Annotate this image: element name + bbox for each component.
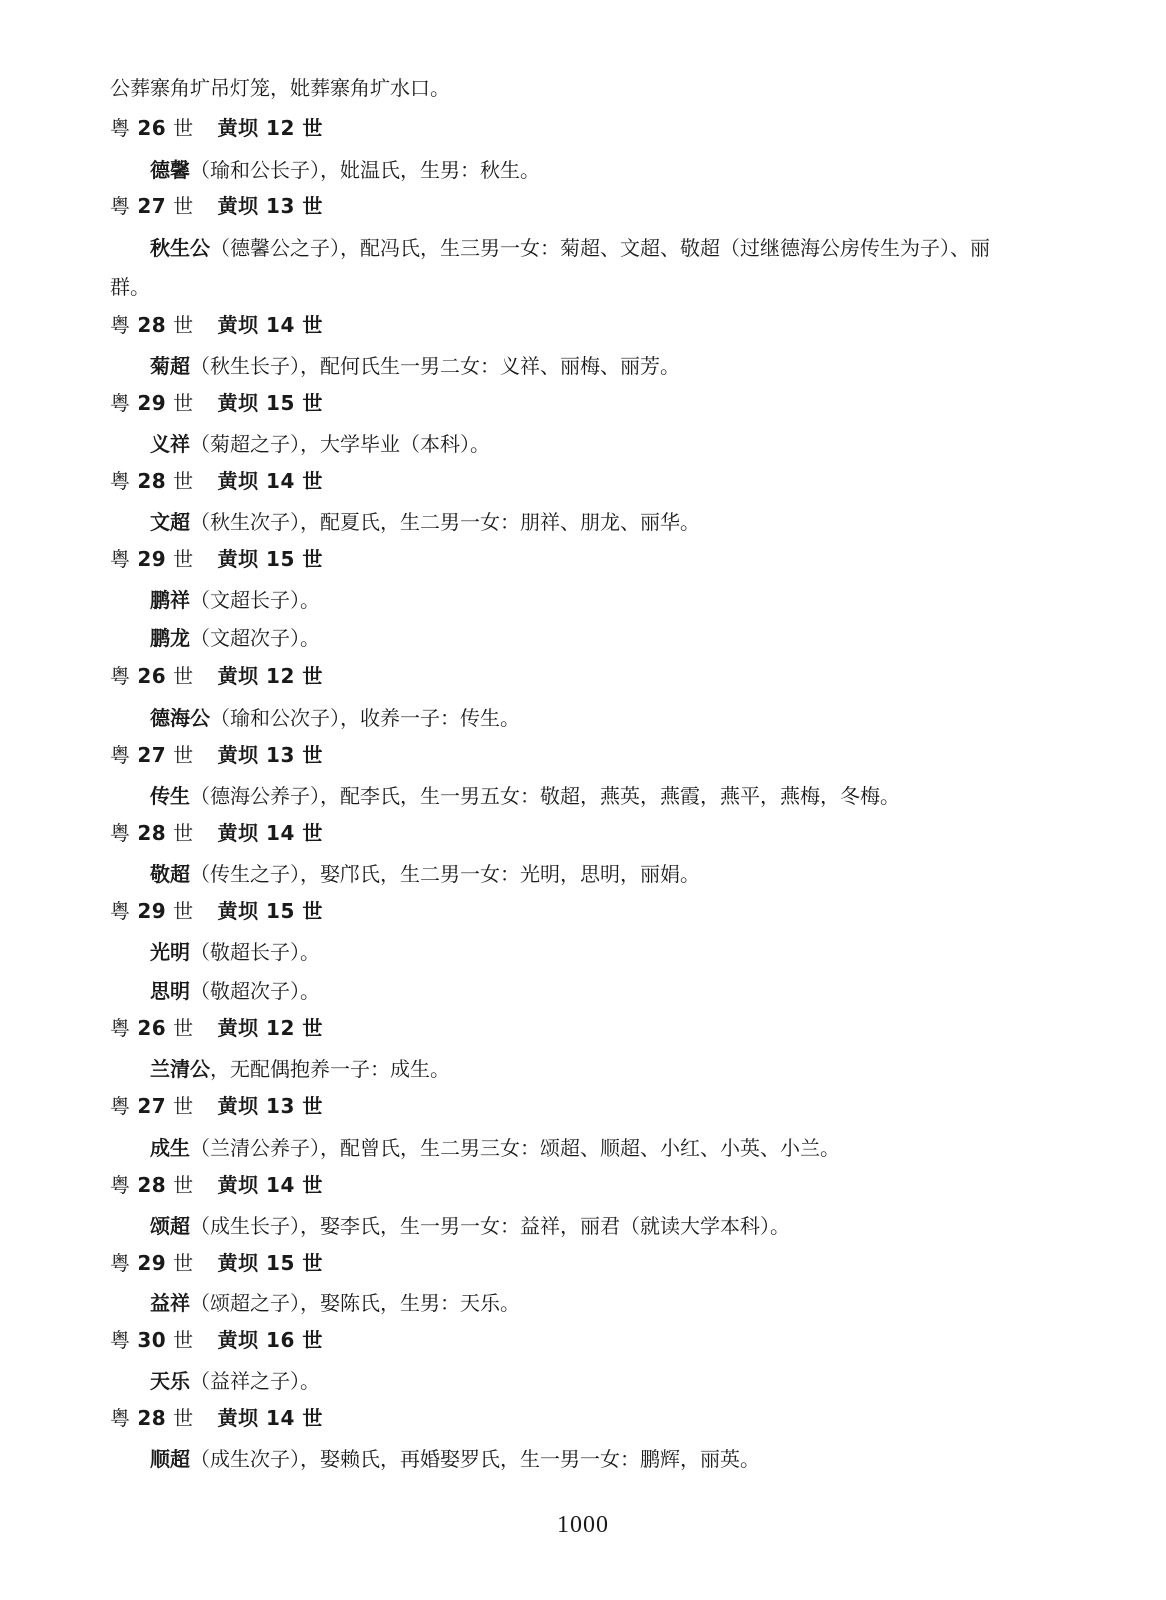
generation-label: 粤 28 世 — [110, 313, 194, 337]
generation-label: 粤 28 世 — [110, 469, 194, 493]
lineage-entry — [150, 236, 990, 260]
lineage-entry — [150, 626, 320, 650]
generation-label: 粤 27 世 — [110, 743, 194, 767]
entry-text: （成生长子），娶李氏，生一男一女：益祥，丽君（就读大学本科）。 — [190, 1214, 790, 1238]
entry-text: （益祥之子）。 — [190, 1369, 320, 1393]
lineage-entry — [150, 862, 700, 886]
entry-continuation: 群。 — [110, 275, 150, 299]
generation-label: 粤 27 世 — [110, 194, 194, 218]
entry-text: ，无配偶抱养一子：成生。 — [210, 1057, 450, 1081]
entry-text: （瑜和公长子），妣温氏，生男：秋生。 — [190, 158, 540, 182]
lineage-entry — [150, 588, 320, 612]
lineage-entry — [150, 1214, 790, 1238]
generation-heading — [110, 469, 323, 493]
lineage-entry — [150, 354, 680, 378]
generation-heading — [110, 821, 323, 845]
branch-label: 黄坝 15 世 — [217, 391, 323, 415]
generation-label: 粤 30 世 — [110, 1328, 194, 1352]
person-name: 敬超 — [150, 862, 190, 886]
branch-label: 黄坝 13 世 — [217, 743, 323, 767]
entry-text: （文超长子）。 — [190, 588, 320, 612]
generation-heading — [110, 116, 323, 140]
branch-label: 黄坝 14 世 — [217, 821, 323, 845]
generation-heading — [110, 313, 323, 337]
generation-heading — [110, 194, 323, 218]
lineage-entry — [150, 1136, 840, 1160]
branch-label: 黄坝 14 世 — [217, 1173, 323, 1197]
branch-label: 黄坝 13 世 — [217, 194, 323, 218]
person-name: 鹏龙 — [150, 626, 190, 650]
generation-heading — [110, 1016, 323, 1040]
person-name: 德馨 — [150, 158, 190, 182]
generation-heading — [110, 547, 323, 571]
generation-label: 粤 26 世 — [110, 116, 194, 140]
person-name: 光明 — [150, 940, 190, 964]
lineage-entry — [150, 432, 490, 456]
branch-label: 黄坝 16 世 — [217, 1328, 323, 1352]
generation-label: 粤 27 世 — [110, 1094, 194, 1118]
entry-text: （兰清公养子），配曾氏，生二男三女：颂超、顺超、小红、小英、小兰。 — [190, 1136, 840, 1160]
generation-label: 粤 26 世 — [110, 664, 194, 688]
generation-heading — [110, 1406, 323, 1430]
generation-heading — [110, 1251, 323, 1275]
person-name: 顺超 — [150, 1447, 190, 1471]
branch-label: 黄坝 14 世 — [217, 469, 323, 493]
generation-label: 粤 28 世 — [110, 1173, 194, 1197]
generation-label: 粤 26 世 — [110, 1016, 194, 1040]
lineage-entry — [150, 1447, 760, 1471]
generation-label: 粤 29 世 — [110, 1251, 194, 1275]
generation-heading — [110, 664, 323, 688]
branch-label: 黄坝 12 世 — [217, 1016, 323, 1040]
branch-label: 黄坝 14 世 — [217, 1406, 323, 1430]
person-name: 思明 — [150, 979, 190, 1003]
entry-text: （秋生长子），配何氏生一男二女：义祥、丽梅、丽芳。 — [190, 354, 680, 378]
lineage-entry — [150, 1057, 450, 1081]
generation-heading — [110, 1173, 323, 1197]
entry-text: （德馨公之子），配冯氏，生三男一女：菊超、文超、敬超（过继德海公房传生为子）、丽 — [210, 236, 990, 260]
person-name: 秋生公 — [150, 236, 210, 260]
entry-text: （传生之子），娶邝氏，生二男一女：光明，思明，丽娟。 — [190, 862, 700, 886]
lineage-entry — [150, 158, 540, 182]
lineage-entry — [150, 706, 520, 730]
person-name: 益祥 — [150, 1291, 190, 1315]
generation-label: 粤 28 世 — [110, 1406, 194, 1430]
lineage-entry — [150, 1291, 520, 1315]
lineage-entry — [150, 510, 700, 534]
branch-label: 黄坝 13 世 — [217, 1094, 323, 1118]
person-name: 义祥 — [150, 432, 190, 456]
person-name: 文超 — [150, 510, 190, 534]
lineage-entry — [150, 979, 320, 1003]
entry-text: （颂超之子），娶陈氏，生男：天乐。 — [190, 1291, 520, 1315]
generation-heading — [110, 743, 323, 767]
branch-label: 黄坝 15 世 — [217, 1251, 323, 1275]
entry-text: （敬超长子）。 — [190, 940, 320, 964]
generation-label: 粤 28 世 — [110, 821, 194, 845]
lineage-entry — [150, 1369, 320, 1393]
branch-label: 黄坝 12 世 — [217, 664, 323, 688]
branch-label: 黄坝 15 世 — [217, 547, 323, 571]
generation-heading — [110, 1328, 323, 1352]
entry-text: （秋生次子），配夏氏，生二男一女：朋祥、朋龙、丽华。 — [190, 510, 700, 534]
entry-text: （成生次子），娶赖氏，再婚娶罗氏，生一男一女：鹏辉，丽英。 — [190, 1447, 760, 1471]
branch-label: 黄坝 14 世 — [217, 313, 323, 337]
generation-label: 粤 29 世 — [110, 547, 194, 571]
entry-text: （敬超次子）。 — [190, 979, 320, 1003]
person-name: 颂超 — [150, 1214, 190, 1238]
person-name: 德海公 — [150, 706, 210, 730]
person-name: 菊超 — [150, 354, 190, 378]
person-name: 鹏祥 — [150, 588, 190, 612]
person-name: 传生 — [150, 784, 190, 808]
generation-heading — [110, 899, 323, 923]
entry-text: （文超次子）。 — [190, 626, 320, 650]
generation-label: 粤 29 世 — [110, 391, 194, 415]
lineage-entry — [150, 940, 320, 964]
lineage-entry — [150, 784, 900, 808]
branch-label: 黄坝 12 世 — [217, 116, 323, 140]
entry-text: （德海公养子），配李氏，生一男五女：敬超，燕英，燕霞，燕平，燕梅，冬梅。 — [190, 784, 900, 808]
generation-label: 粤 29 世 — [110, 899, 194, 923]
entry-text: （瑜和公次子），收养一子：传生。 — [210, 706, 520, 730]
generation-heading — [110, 1094, 323, 1118]
intro-line: 公葬寨角圹吊灯笼，妣葬寨角圹水口。 — [110, 76, 450, 100]
person-name: 天乐 — [150, 1369, 190, 1393]
generation-heading — [110, 391, 323, 415]
person-name: 兰清公 — [150, 1057, 210, 1081]
page-number: 1000 — [557, 1512, 609, 1538]
person-name: 成生 — [150, 1136, 190, 1160]
entry-text: （菊超之子），大学毕业（本科）。 — [190, 432, 490, 456]
branch-label: 黄坝 15 世 — [217, 899, 323, 923]
